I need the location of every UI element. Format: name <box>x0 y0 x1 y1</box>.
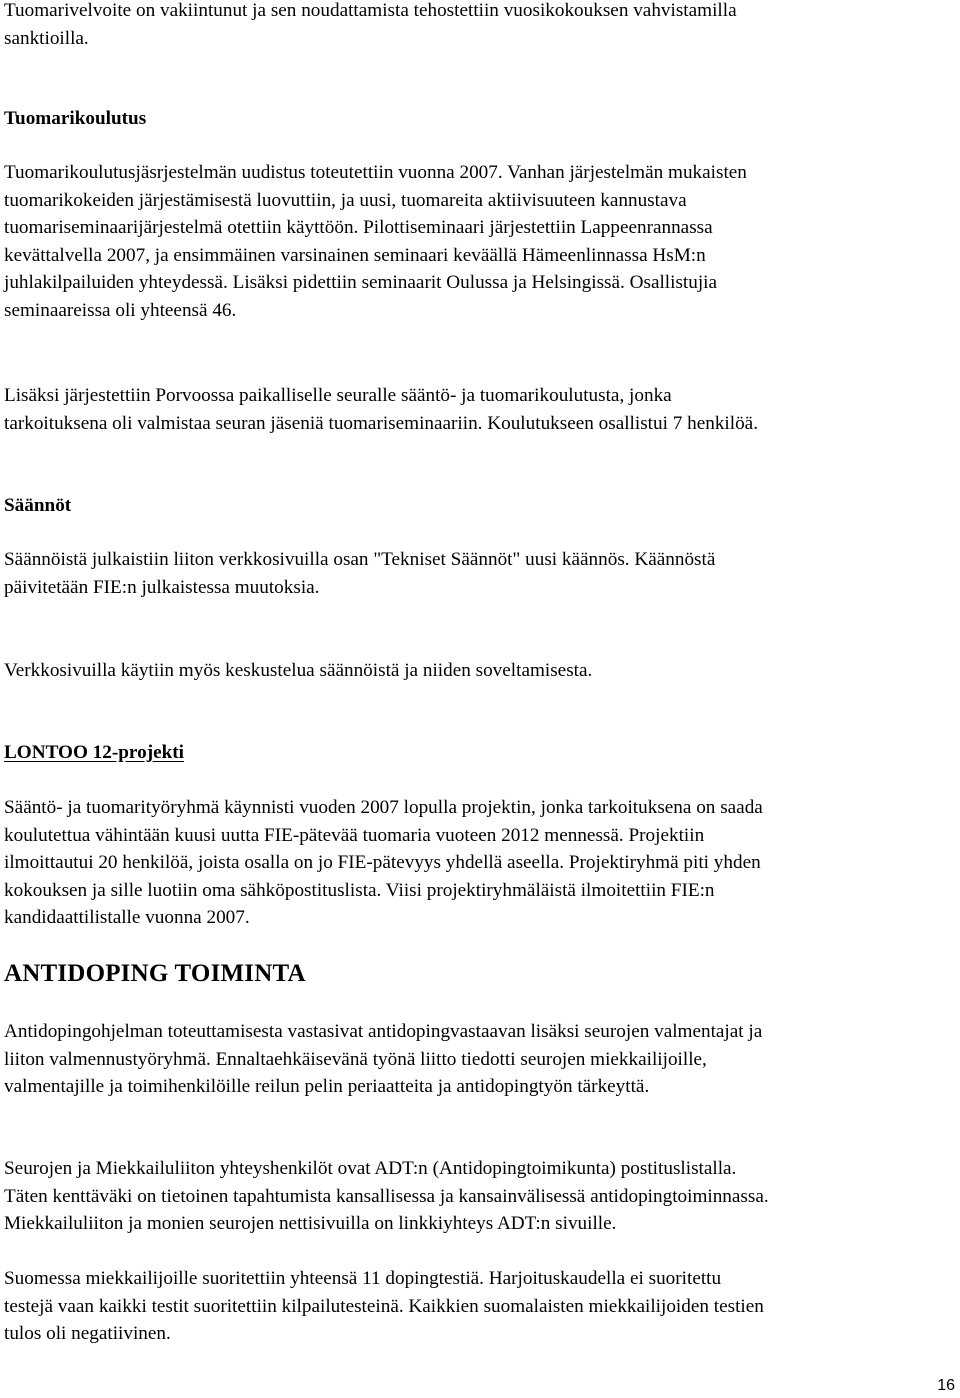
intro-paragraph <box>4 0 954 52</box>
text-line: kevättalvella 2007, ja ensimmäinen varsinainen seminaari keväällä Hämeenlinnassa HsM:n <box>4 244 706 266</box>
text-line: Suomessa miekkailijoille suoritettiin yhteensä 11 dopingtestiä. Harjoituskaudella ei suoritettu <box>4 1268 722 1289</box>
text-line: Miekkailuliiton ja monien seurojen nettisivuilla on linkkiyhteys ADT:n sivuille. <box>4 1213 617 1235</box>
text-line: tarkoituksena oli valmistaa seuran jäseniä tuomariseminaariin. Koulutukseen osallistui 7 henkilöä. <box>4 412 758 434</box>
page-number: 16 <box>937 1377 955 1394</box>
text-line: valmentajille ja toimihenkilöille reilun pelin periaatteita ja antidopingtyön tärkeyttä. <box>4 1076 650 1098</box>
lontoo-heading-text: LONTOO 12-projekti <box>4 742 184 763</box>
text-line: ilmoittautui 20 henkilöä, joista osalla on jo FIE-pätevyys yhdellä aseella. Projektiryhmä piti yhden <box>4 852 761 874</box>
text-line: Lisäksi järjestettiin Porvoossa paikalliselle seuralle sääntö- ja tuomarikoulutusta, jonka <box>4 385 672 406</box>
text-line: Täten kenttäväki on tietoinen tapahtumista kansallisessa ja kansainvälisessä antidopingtoiminnassa. <box>4 1185 769 1207</box>
saannot-paragraph-1 <box>4 546 954 601</box>
antidoping-paragraph-3 <box>4 1265 954 1348</box>
section-heading-tuomarikoulutus: Tuomarikoulutus <box>4 108 147 129</box>
section-heading-saannot: Säännöt <box>4 495 72 516</box>
text-line: Antidopingohjelman toteuttamisesta vastasivat antidopingvastaavan lisäksi seurojen valmentajat ja <box>4 1021 763 1042</box>
text-line: seminaareissa oli yhteensä 46. <box>4 299 237 321</box>
text-line: päivitetään FIE:n julkaistessa muutoksia. <box>4 576 320 598</box>
text-line: kokouksen ja sille luotiin oma sähköpostituslista. Viisi projektiryhmäläistä ilmoitettiin FIE:n <box>4 879 715 901</box>
text-line: Tuomarivelvoite on vakiintunut ja sen noudattamista tehostettiin vuosikokouksen vahvistamilla <box>4 0 737 21</box>
text-line: Säännöistä julkaistiin liiton verkkosivuilla osan "Tekniset Säännöt" uusi käännös. Käännöstä <box>4 549 716 570</box>
text-line: sanktioilla. <box>4 27 89 49</box>
text-line: tulos oli negatiivinen. <box>4 1323 171 1345</box>
antidoping-paragraph-1 <box>4 1018 954 1101</box>
text-line: koulutettua vähintään kuusi uutta FIE-pätevää tuomaria vuoteen 2012 mennessä. Projektiin <box>4 824 705 846</box>
saannot-paragraph-2 <box>4 657 954 685</box>
text-line: Verkkosivuilla käytiin myös keskustelua säännöistä ja niiden soveltamisesta. <box>4 660 593 681</box>
section-heading-lontoo <box>4 739 954 767</box>
text-line: juhlakilpailuiden yhteydessä. Lisäksi pidettiin seminaarit Oulussa ja Helsingissä. Osallistujia <box>4 272 718 294</box>
text-line: tuomariseminaarijärjestelmä otettiin käyttöön. Pilottiseminaari järjestettiin Lappeenrannassa <box>4 217 713 239</box>
text-line: tuomarikokeiden järjestämisestä luovuttiin, ja uusi, tuomareita aktiivisuuteen kannustava <box>4 189 687 211</box>
text-line: kandidaattilistalle vuonna 2007. <box>4 907 250 929</box>
text-line: testejä vaan kaikki testit suoritettiin kilpailutesteinä. Kaikkien suomalaisten miekkailijoiden testien <box>4 1295 764 1317</box>
text-line: liiton valmennustyöryhmä. Ennaltaehkäisevänä työnä liitto tiedotti seurojen miekkailijoille, <box>4 1048 707 1070</box>
section-heading-antidoping: ANTIDOPING TOIMINTA <box>4 960 306 987</box>
text-line: Seurojen ja Miekkailuliiton yhteyshenkilöt ovat ADT:n (Antidopingtoimikunta) postituslistalla. <box>4 1158 737 1179</box>
tuomarikoulutus-paragraph-2 <box>4 382 954 437</box>
tuomarikoulutus-paragraph-1 <box>4 159 954 325</box>
text-line: Sääntö- ja tuomarityöryhmä käynnisti vuoden 2007 lopulla projektin, jonka tarkoituksena on saada <box>4 797 763 818</box>
antidoping-paragraph-2 <box>4 1155 954 1238</box>
lontoo-paragraph <box>4 794 954 932</box>
text-line: Tuomarikoulutusjäsrjestelmän uudistus toteutettiin vuonna 2007. Vanhan järjestelmän mukaisten <box>4 162 747 183</box>
